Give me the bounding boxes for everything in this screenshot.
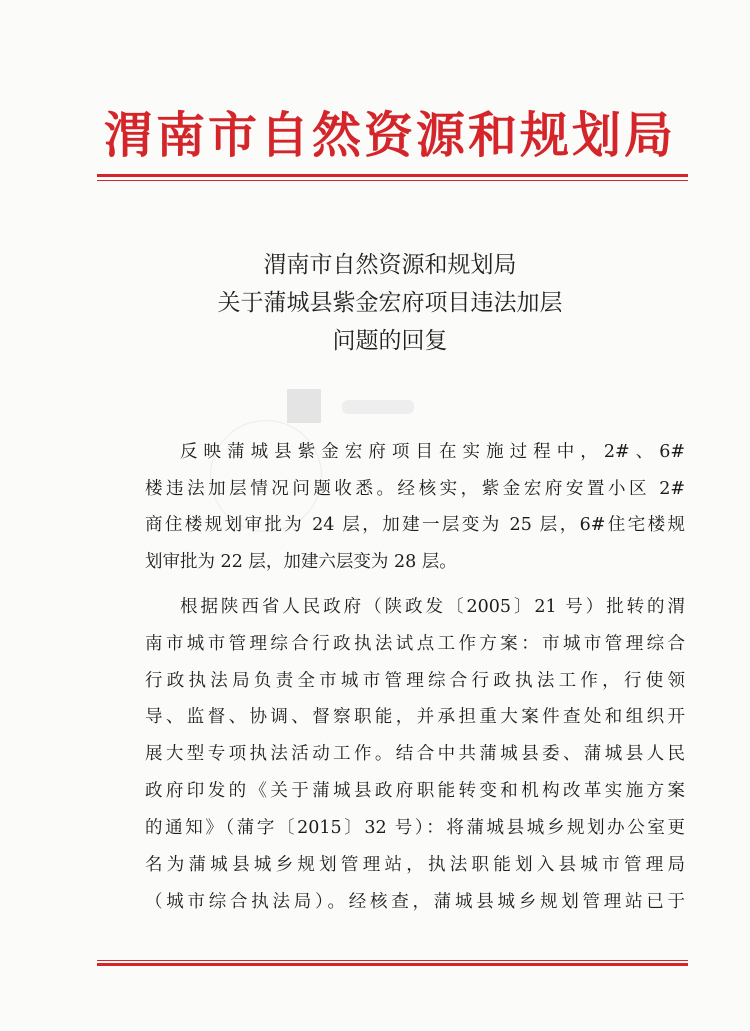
paragraph-1-line: 楼违法加层情况问题收悉。经核实，紫金宏府安置小区 2#: [145, 479, 685, 499]
paragraph-1-line: 划审批为 22 层，加建六层变为 28 层。: [145, 552, 457, 572]
redaction-smudge: [342, 400, 414, 414]
footer-rule-thick: [97, 963, 688, 966]
masthead-org-name: 渭南市自然资源和规划局: [103, 106, 676, 164]
paragraph-2-line: 行政执法局负责全市城市管理综合行政执法工作，行使领: [145, 671, 685, 691]
document-title-line-2: 关于蒲城县紫金宏府项目违法加层: [217, 290, 563, 316]
paragraph-2-line: 名为蒲城县城乡规划管理站，执法职能划入县城市管理局: [145, 855, 685, 875]
redaction-block: [287, 389, 321, 423]
paragraph-2-line: 根据陕西省人民政府（陕政发〔2005〕21 号）批转的渭: [180, 597, 685, 617]
paragraph-2-line: 展大型专项执法活动工作。结合中共蒲城县委、蒲城县人民: [145, 744, 685, 764]
masthead-rule-thick: [97, 174, 688, 177]
paragraph-1-line: 商住楼规划审批为 24 层，加建一层变为 25 层，6#住宅楼规: [145, 515, 685, 535]
paragraph-2-line: （城市综合执法局）。经核查，蒲城县城乡规划管理站已于: [145, 892, 685, 912]
paragraph-1-line: 反映蒲城县紫金宏府项目在实施过程中，2#、6#: [180, 442, 685, 462]
document-title-line-1: 渭南市自然资源和规划局: [263, 252, 517, 278]
paragraph-2-line: 政府印发的《关于蒲城县政府职能转变和机构改革实施方案: [145, 781, 685, 801]
paragraph-2-line: 导、监督、协调、督察职能，并承担重大案件查处和组织开: [145, 707, 685, 727]
document-title-line-3: 问题的回复: [332, 328, 448, 354]
paragraph-2-line: 的通知》（蒲字〔2015〕32 号）：将蒲城县城乡规划办公室更: [145, 818, 685, 838]
masthead-rule-thin: [97, 180, 688, 181]
paragraph-2-line: 南市城市管理综合行政执法试点工作方案：市城市管理综合: [145, 634, 685, 654]
footer-rule-thin: [97, 960, 688, 961]
